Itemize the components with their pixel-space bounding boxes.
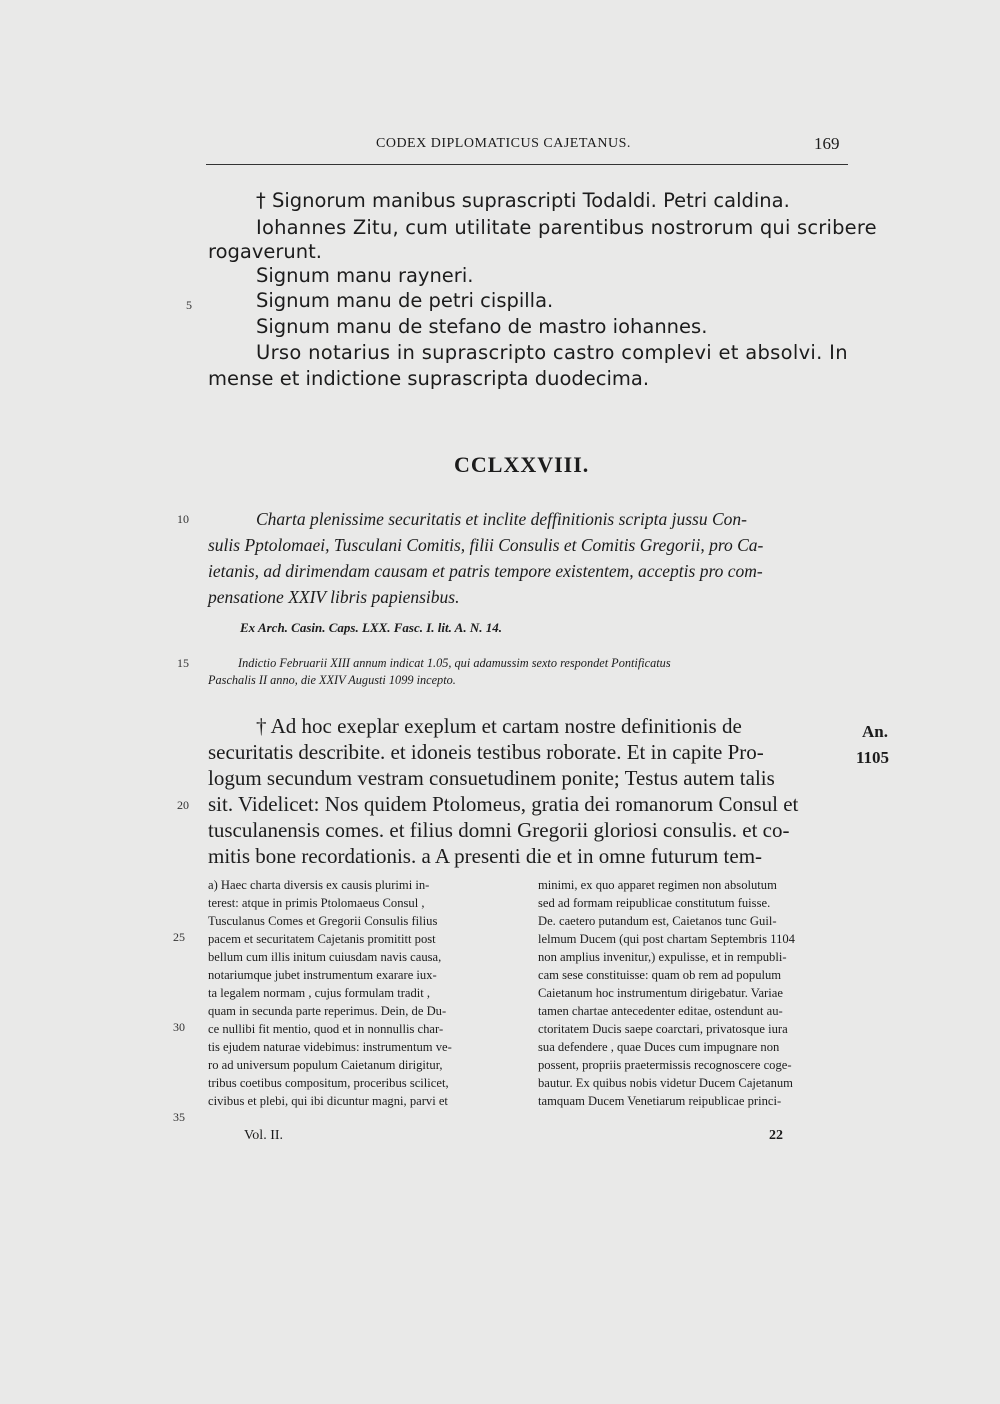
footnote-line: ta legalem normam , cujus formulam tradit ,: [208, 986, 431, 1000]
line-number: 20: [177, 798, 189, 812]
footnote-line: bellum cum illis initum cuiusdam navis causa,: [208, 950, 442, 964]
footnote-line: tis ejudem naturae videbimus: instrumentum ve-: [208, 1040, 452, 1054]
charter-text-line: mitis bone recordationis. a A presenti die et in omne futurum tem-: [208, 844, 763, 868]
dating-note: Indictio Februarii XIII annum indicat 1.05, qui adamussim sexto respondet Pontificatus: [238, 656, 671, 670]
signature-line: rogaverunt.: [208, 240, 322, 263]
regest-text: pensatione XXIV libris papiensibus.: [208, 587, 460, 607]
charter-text-line: sit. Videlicet: Nos quidem Ptolomeus, gratia dei romanorum Consul et: [208, 792, 799, 816]
margin-label: An.: [862, 722, 888, 741]
header-rule: [206, 164, 848, 165]
regest-line: [208, 561, 763, 582]
line-number: 10: [177, 512, 189, 526]
footnote-line: quam in secunda parte reperimus. Dein, de Du-: [208, 1004, 447, 1018]
footnote-line: sed ad formam reipublicae constitutum fuisse.: [538, 896, 771, 910]
signature-line: Signum manu de petri cispilla.: [256, 289, 554, 312]
line-number: 35: [173, 1110, 185, 1124]
footnote-line: ce nullibi fit mentio, quod et in nonnullis char-: [208, 1022, 444, 1036]
page-number: 169: [814, 134, 840, 153]
charter-number: CCLXXVIII.: [454, 452, 590, 477]
footnote-line: De. caetero putandum est, Caietanos tunc Guil-: [538, 914, 777, 928]
regest-text: ietanis, ad dirimendam causam et patris tempore existentem, acceptis pro com-: [208, 561, 763, 581]
footnote-line: ro ad universum populum Caietanum dirigitur,: [208, 1058, 443, 1072]
signature-line: Signum manu rayneri.: [256, 264, 474, 287]
signature-line: Iohannes Zitu, cum utilitate parentibus nostrorum qui scribere: [256, 216, 877, 239]
regest-text: sulis Pptolomaei, Tusculani Comitis, filii Consulis et Comitis Gregorii, pro Ca-: [208, 535, 764, 555]
footnote-line: ctoritatem Ducis saepe coarctari, privatosque iura: [538, 1022, 788, 1036]
footnote-line: tribus coetibus compositum, proceribus scilicet,: [208, 1076, 449, 1090]
footnote-line: non amplius invenitur,) expulisse, et in rempubli-: [538, 950, 787, 964]
regest-text: Charta plenissime securitatis et inclite deffinitionis scripta jussu Con-: [256, 509, 747, 529]
margin-year: 1105: [856, 748, 890, 767]
footnote-line: Caietanum hoc instrumentum dirigebatur. Variae: [538, 986, 783, 1000]
archive-source: Ex Arch. Casin. Caps. LXX. Fasc. I. lit. A. N. 14.: [240, 620, 502, 635]
footnote-line: terest: atque in primis Ptolomaeus Consul ,: [208, 896, 425, 910]
volume-mark: Vol. II.: [244, 1128, 284, 1143]
signature-line: † Signorum manibus suprascripti Todaldi. Petri caldina.: [256, 189, 790, 212]
footnote-left-column: [208, 876, 518, 1110]
footnote-line: pacem et securitatem Cajetanis promititt post: [208, 932, 436, 946]
regest-line: [208, 587, 459, 608]
footnote-line: a) Haec charta diversis ex causis plurimi in-: [208, 878, 430, 892]
footnote-line: cam sese constituisse: quam ob rem ad populum: [538, 968, 782, 982]
signature-line: mense et indictione suprascripta duodecima.: [208, 367, 650, 390]
footnote-line: minimi, ex quo apparet regimen non absolutum: [538, 878, 777, 892]
footnote-line: lelmum Ducem (qui post chartam Septembris 1104: [538, 932, 795, 946]
regest-line: [256, 509, 747, 530]
footnote-line: bautur. Ex quibus nobis videtur Ducem Cajetanum: [538, 1076, 793, 1090]
signature-line: Signum manu de stefano de mastro iohannes.: [256, 315, 708, 338]
footnote-line: tamen chartae antecedenter editae, ostendunt au-: [538, 1004, 783, 1018]
running-header: CODEX DIPLOMATICUS CAJETANUS.: [376, 136, 631, 151]
regest-line: [208, 535, 763, 556]
signature-line: Urso notarius in suprascripto castro complevi et absolvi. In: [256, 341, 848, 364]
footnote-line: Tusculanus Comes et Gregorii Consulis filius: [208, 914, 438, 928]
footnote-line: notariumque jubet instrumentum exarare iux-: [208, 968, 437, 982]
line-number: 15: [177, 656, 189, 670]
charter-text-line: securitatis describite. et idoneis testibus roborate. Et in capite Pro-: [208, 740, 764, 764]
line-number: 30: [173, 1020, 185, 1034]
footnote-line: civibus et plebi, qui ibi dicuntur magni, parvi et: [208, 1094, 448, 1108]
line-number: 25: [173, 930, 185, 944]
footnote-line: sua defendere , quae Duces cum impugnare non: [538, 1040, 780, 1054]
charter-text-line: † Ad hoc exeplar exeplum et cartam nostre definitionis de: [256, 714, 742, 738]
charter-text-line: logum secundum vestram consuetudinem ponite; Testus autem talis: [208, 766, 775, 790]
footnote-right-column: [538, 876, 848, 1110]
footnote-line: possent, propriis praetermissis recognoscere coge-: [538, 1058, 792, 1072]
footnote-line: tamquam Ducem Venetiarum reipublicae princi-: [538, 1094, 782, 1108]
sheet-mark: 22: [769, 1128, 783, 1143]
charter-text-line: tusculanensis comes. et filius domni Gregorii gloriosi consulis. et co-: [208, 818, 790, 842]
line-number: 5: [186, 298, 192, 312]
dating-note: Paschalis II anno, die XXIV Augusti 1099 incepto.: [208, 673, 456, 687]
